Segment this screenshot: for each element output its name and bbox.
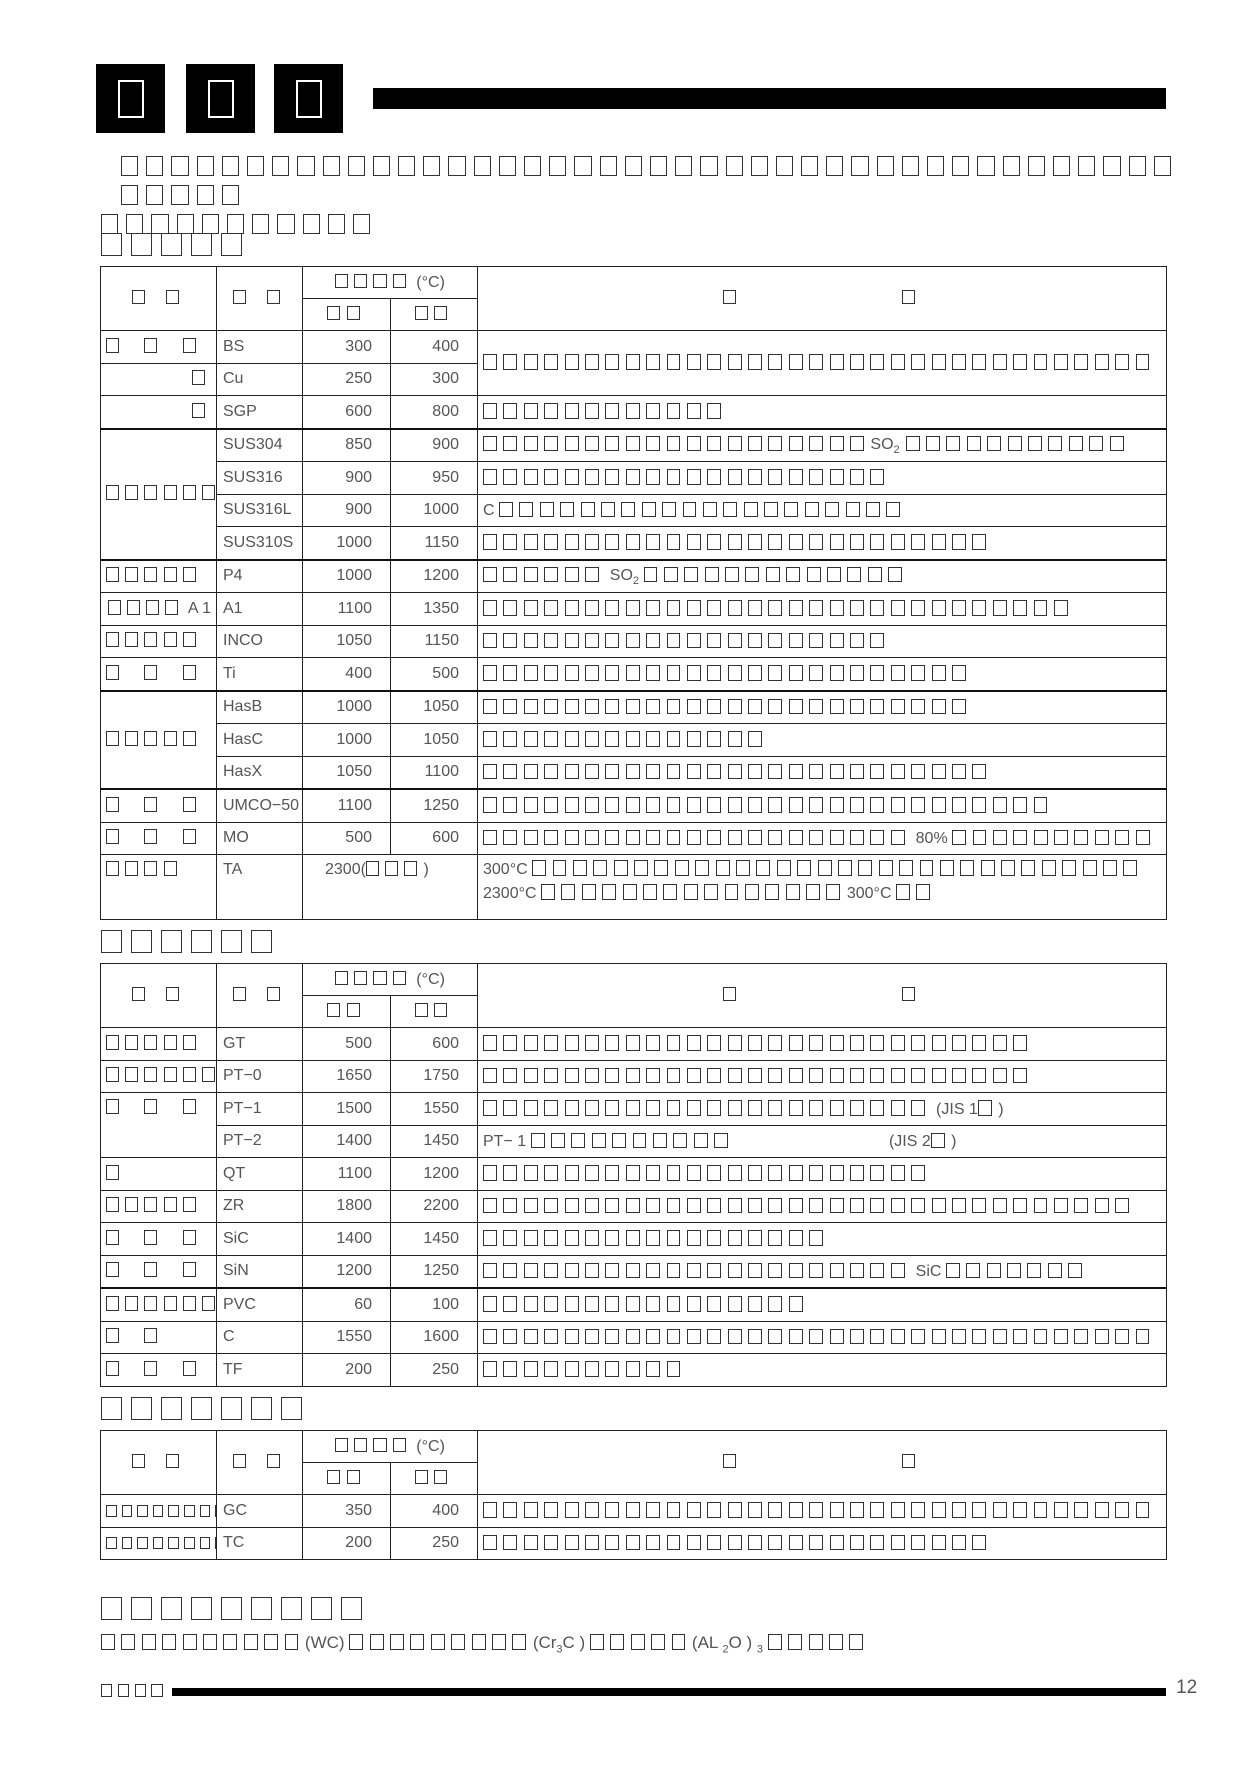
- description: [478, 396, 1167, 429]
- material-name: [101, 1321, 217, 1354]
- material-code: SUS316: [217, 462, 303, 495]
- material-code: SUS316L: [217, 494, 303, 527]
- material-name: A 1: [101, 593, 217, 626]
- description: [478, 724, 1167, 757]
- temp-max: 1450: [391, 1125, 478, 1158]
- material-name: [101, 1093, 217, 1158]
- description: $SO_2$: [478, 429, 1167, 462]
- material-code: PT−1: [217, 1093, 303, 1126]
- header-description: [478, 1431, 1167, 1495]
- temp-max: 400: [391, 1495, 478, 1528]
- temp-max: 1000: [391, 494, 478, 527]
- material-name: [101, 363, 217, 396]
- footer-rule: [172, 1688, 1166, 1696]
- temp-max: 100: [391, 1288, 478, 1321]
- temp-max: 250: [391, 1354, 478, 1387]
- material-name: [101, 560, 217, 593]
- description: [478, 658, 1167, 691]
- material-name: [101, 1255, 217, 1288]
- temp-max: 1350: [391, 593, 478, 626]
- material-code: UMCO−50: [217, 789, 303, 822]
- temp-max: 1100: [391, 756, 478, 789]
- temp-normal: 1500: [303, 1093, 391, 1126]
- nonmetal-tube-table: [100, 963, 1167, 1387]
- description: [478, 625, 1167, 658]
- material-name: [101, 396, 217, 429]
- intro-paragraph: [101, 152, 1181, 239]
- temp-normal: 1000: [303, 560, 391, 593]
- temp-normal: 1000: [303, 527, 391, 560]
- title-char-box-3: [274, 64, 343, 133]
- section-title-metal: [101, 230, 251, 259]
- temp-max: 500: [391, 658, 478, 691]
- temp-normal: 1100: [303, 1158, 391, 1191]
- header-description: [478, 964, 1167, 1028]
- temp-max: 1200: [391, 560, 478, 593]
- temp-max: 1250: [391, 789, 478, 822]
- section-title-nonmetal: [101, 927, 281, 956]
- temp-normal: 300: [303, 331, 391, 364]
- material-code: HasC: [217, 724, 303, 757]
- material-name: [101, 789, 217, 822]
- description: [478, 1321, 1167, 1354]
- description: [478, 1354, 1167, 1387]
- header-max: [391, 1463, 478, 1495]
- temp-max: 1150: [391, 625, 478, 658]
- temp-normal: 400: [303, 658, 391, 691]
- material-code: SUS304: [217, 429, 303, 462]
- temp-normal: 1400: [303, 1125, 391, 1158]
- material-code: HasX: [217, 756, 303, 789]
- material-name: [101, 1158, 217, 1191]
- material-code: SiC: [217, 1223, 303, 1256]
- temp-normal: 1400: [303, 1223, 391, 1256]
- section-title-coated: [101, 1394, 311, 1423]
- description: [478, 593, 1167, 626]
- temp-normal: 900: [303, 494, 391, 527]
- description: [478, 1158, 1167, 1191]
- header-normal: [303, 1463, 391, 1495]
- description: 300°C 2300°C 300°C: [478, 855, 1167, 920]
- temp-normal: 1000: [303, 724, 391, 757]
- description: C: [478, 494, 1167, 527]
- header-description: [478, 267, 1167, 331]
- description: PT− 1 (JIS 2 ): [478, 1125, 1167, 1158]
- metal-tube-table: [100, 266, 1167, 920]
- header-temperature: (°C): [303, 964, 478, 996]
- header-max: [391, 299, 478, 331]
- material-name: [101, 1288, 217, 1321]
- material-code: A1: [217, 593, 303, 626]
- temp-normal: 1050: [303, 756, 391, 789]
- temp-normal: 850: [303, 429, 391, 462]
- description: $SO_2$: [478, 560, 1167, 593]
- footer-label: [101, 1683, 168, 1699]
- description: [478, 789, 1167, 822]
- temp-max: 2200: [391, 1190, 478, 1223]
- material-code: PT−2: [217, 1125, 303, 1158]
- material-code: GT: [217, 1028, 303, 1061]
- material-name: [101, 691, 217, 790]
- material-name: [101, 1223, 217, 1256]
- description: SiC: [478, 1255, 1167, 1288]
- temp-max: 300: [391, 363, 478, 396]
- temp-normal: 250: [303, 363, 391, 396]
- material-code: GC: [217, 1495, 303, 1528]
- title-char-box-2: [186, 64, 255, 133]
- temp-max: 800: [391, 396, 478, 429]
- temp-max: 1750: [391, 1060, 478, 1093]
- material-code: INCO: [217, 625, 303, 658]
- temp-max: 1200: [391, 1158, 478, 1191]
- material-code: SGP: [217, 396, 303, 429]
- temp-normal: 600: [303, 396, 391, 429]
- temp-normal: 1100: [303, 593, 391, 626]
- title-rule: [373, 88, 1166, 109]
- header-material: [101, 1431, 217, 1495]
- temp-max: 600: [391, 822, 478, 855]
- header-material: [101, 964, 217, 1028]
- header-temperature: (°C): [303, 1431, 478, 1463]
- temp-max: 250: [391, 1527, 478, 1560]
- temp-normal: 200: [303, 1527, 391, 1560]
- material-code: ZR: [217, 1190, 303, 1223]
- description: [478, 462, 1167, 495]
- description: [478, 756, 1167, 789]
- temp-normal: 200: [303, 1354, 391, 1387]
- temp-normal: 1000: [303, 691, 391, 724]
- header-code: [217, 1431, 303, 1495]
- material-name: [101, 1190, 217, 1223]
- material-code: C: [217, 1321, 303, 1354]
- temp-normal: 1650: [303, 1060, 391, 1093]
- material-code: TF: [217, 1354, 303, 1387]
- temp-max: 1050: [391, 724, 478, 757]
- material-name: [101, 1495, 217, 1528]
- temp-range: 2300( ): [303, 855, 478, 920]
- description: [478, 527, 1167, 560]
- material-code: HasB: [217, 691, 303, 724]
- material-code: Cu: [217, 363, 303, 396]
- header-normal: [303, 996, 391, 1028]
- temp-normal: 350: [303, 1495, 391, 1528]
- material-code: TC: [217, 1527, 303, 1560]
- temp-normal: 1200: [303, 1255, 391, 1288]
- material-code: MO: [217, 822, 303, 855]
- material-code: BS: [217, 331, 303, 364]
- temp-max: 1150: [391, 527, 478, 560]
- material-code: QT: [217, 1158, 303, 1191]
- page-number: 12: [1176, 1677, 1198, 1698]
- description: [478, 691, 1167, 724]
- temp-max: 1600: [391, 1321, 478, 1354]
- description: [478, 331, 1167, 396]
- temp-max: 600: [391, 1028, 478, 1061]
- description: [478, 1288, 1167, 1321]
- material-name: [101, 822, 217, 855]
- material-name: [101, 625, 217, 658]
- description: [478, 1527, 1167, 1560]
- temp-max: 1050: [391, 691, 478, 724]
- title-char-box-1: [96, 64, 165, 133]
- material-code: Ti: [217, 658, 303, 691]
- material-code: TA: [217, 855, 303, 920]
- material-code: PVC: [217, 1288, 303, 1321]
- material-name: [101, 429, 217, 560]
- section-title-spray: [101, 1594, 371, 1623]
- material-code: SUS310S: [217, 527, 303, 560]
- description: 80%: [478, 822, 1167, 855]
- header-code: [217, 964, 303, 1028]
- header-max: [391, 996, 478, 1028]
- description: [478, 1190, 1167, 1223]
- material-name: [101, 1028, 217, 1061]
- description: [478, 1495, 1167, 1528]
- header-code: [217, 267, 303, 331]
- temp-normal: 1550: [303, 1321, 391, 1354]
- temp-max: 1250: [391, 1255, 478, 1288]
- material-name: [101, 1354, 217, 1387]
- material-name: [101, 331, 217, 364]
- temp-normal: 60: [303, 1288, 391, 1321]
- material-name: [101, 855, 217, 920]
- temp-max: 900: [391, 429, 478, 462]
- temp-normal: 1050: [303, 625, 391, 658]
- temp-normal: 500: [303, 822, 391, 855]
- material-code: P4: [217, 560, 303, 593]
- material-name: [101, 1060, 217, 1093]
- description: (JIS 1 ): [478, 1093, 1167, 1126]
- material-code: PT−0: [217, 1060, 303, 1093]
- header-material: [101, 267, 217, 331]
- description: [478, 1060, 1167, 1093]
- temp-max: 1450: [391, 1223, 478, 1256]
- temp-max: 400: [391, 331, 478, 364]
- temp-max: 1550: [391, 1093, 478, 1126]
- temp-normal: 500: [303, 1028, 391, 1061]
- description: [478, 1223, 1167, 1256]
- header-temperature: (°C): [303, 267, 478, 299]
- spray-coating-note: (WC) ($Cr_3C$ ) (AL $_2$O ) $_3$: [101, 1633, 870, 1655]
- temp-max: 950: [391, 462, 478, 495]
- material-name: [101, 1527, 217, 1560]
- material-code: SiN: [217, 1255, 303, 1288]
- header-normal: [303, 299, 391, 331]
- material-name: [101, 658, 217, 691]
- temp-normal: 900: [303, 462, 391, 495]
- temp-normal: 1800: [303, 1190, 391, 1223]
- description: [478, 1028, 1167, 1061]
- coated-tube-table: [100, 1430, 1167, 1560]
- temp-normal: 1100: [303, 789, 391, 822]
